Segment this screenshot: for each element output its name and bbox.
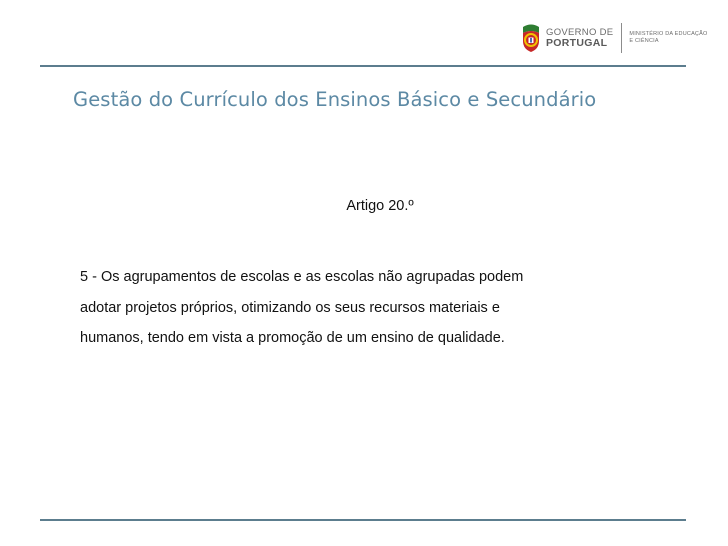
ministry-name [629, 31, 707, 45]
logo-divider [621, 23, 622, 53]
portugal-coat-of-arms-icon [520, 23, 542, 53]
paragraph-line: humanos, tendo em vista a promoção de um ensino de qualidade. [80, 330, 505, 346]
article-paragraph [80, 262, 680, 354]
paragraph-line: 5 - Os agrupamentos de escolas e as escolas não agrupadas podem [80, 269, 524, 285]
page-title: Gestão do Currículo dos Ensinos Básico e Secundário [73, 88, 597, 111]
bottom-divider [40, 519, 686, 521]
paragraph-line: adotar projetos próprios, otimizando os seus recursos materiais e [80, 299, 500, 316]
logo-line-1: GOVERNO DE [546, 27, 614, 38]
article-heading [0, 198, 728, 214]
top-divider [40, 65, 686, 67]
ministry-line-1: MINISTÉRIO DA EDUCAÇÃO [629, 31, 708, 37]
governo-de-portugal-logo [520, 22, 707, 54]
government-name [546, 28, 613, 48]
logo-line-2: PORTUGAL [546, 37, 608, 49]
article-number: Artigo 20.º [346, 198, 414, 214]
ministry-line-2: E CIÊNCIA [629, 38, 659, 44]
